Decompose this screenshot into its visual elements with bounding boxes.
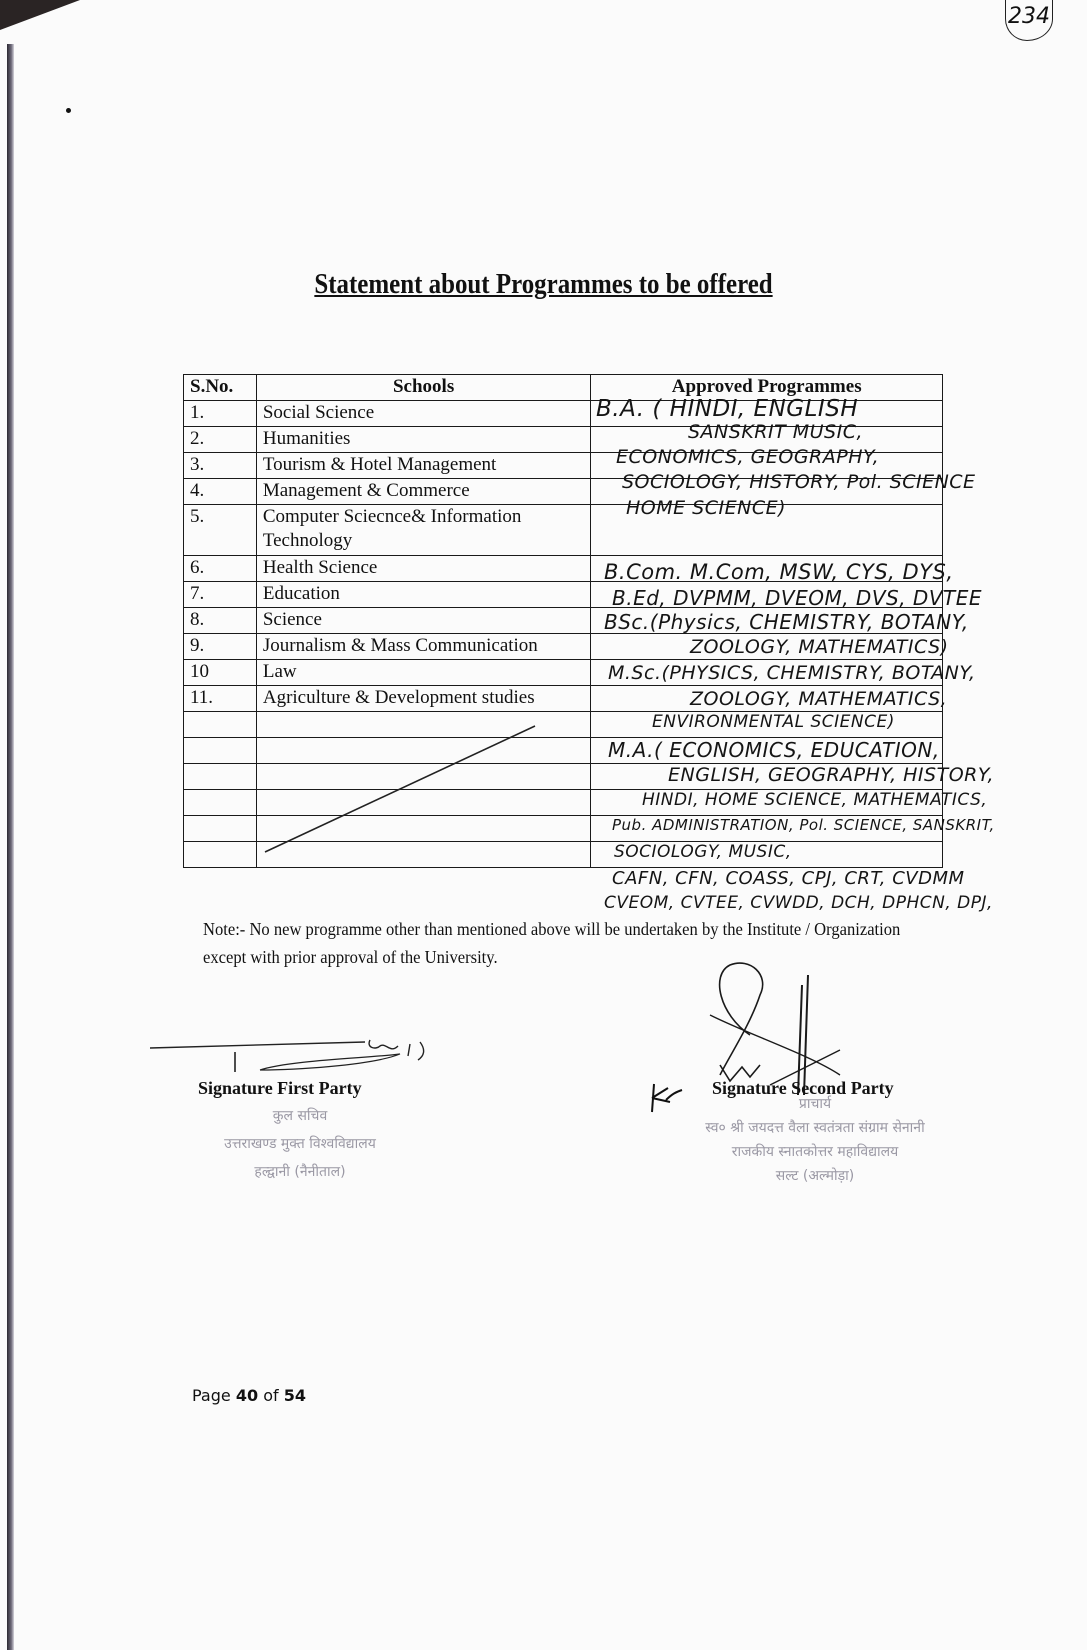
page-total: 54 [283, 1386, 306, 1405]
stamp-line: राजकीय स्नातकोत्तर महाविद्यालय [731, 1144, 899, 1160]
stamp-line: प्राचार्य [798, 1096, 832, 1112]
hw-line: BSc.(Physics, CHEMISTRY, BOTANY, [604, 610, 969, 634]
row-sno: 2. [184, 427, 257, 453]
hw-line: Pub. ADMINISTRATION, Pol. SCIENCE, SANSKRIT, [612, 816, 995, 834]
handwritten-page-mark: 234 [1005, 0, 1053, 41]
hw-line: CAFN, CFN, COASS, CPJ, CRT, CVDMM [612, 868, 965, 889]
header-schools: Schools [256, 375, 591, 401]
page-prefix: Page [192, 1386, 231, 1405]
note-text: Note:- No new programme other than mentioned above will be undertaken by the Institute / Organization except with prior approval of the University. [203, 919, 901, 967]
stamp-line: सल्ट (अल्मोड़ा) [775, 1168, 855, 1184]
row-school: Computer Sciecnce& Information Technology [256, 505, 591, 556]
scan-binding-edge [7, 44, 14, 1650]
row-school: Education [256, 582, 591, 608]
header-programmes: Approved Programmes [591, 375, 943, 401]
row-sno: 11. [184, 686, 257, 712]
row-school: Humanities [256, 427, 591, 453]
header-sno: S.No. [184, 375, 257, 401]
page-number [192, 1386, 306, 1405]
row-school: Journalism & Mass Communication [256, 634, 591, 660]
stamp-line: हल्द्वानी (नैनीताल) [254, 1164, 346, 1180]
scan-corner-shadow [0, 0, 80, 30]
first-party-label: Signature First Party [198, 1078, 362, 1098]
stamp-line: उत्तराखण्ड मुक्त विश्वविद्यालय [224, 1136, 376, 1152]
first-party-stamp [160, 1102, 440, 1186]
row-school: Social Science [256, 401, 591, 427]
row-sno: 8. [184, 608, 257, 634]
hw-line: HOME SCIENCE) [626, 497, 787, 519]
hw-line: M.Sc.(PHYSICS, CHEMISTRY, BOTANY, [608, 662, 976, 684]
page-current: 40 [235, 1386, 259, 1405]
page-of: of [263, 1386, 279, 1405]
hw-line: ZOOLOGY, MATHEMATICS) [690, 636, 949, 658]
hw-line: CVEOM, CVTEE, CVWDD, DCH, DPHCN, DPJ, [604, 893, 993, 913]
hw-line: HINDI, HOME SCIENCE, MATHEMATICS, [642, 790, 988, 810]
hw-line: B.Ed, DVPMM, DVEOM, DVS, DVTEE [612, 586, 982, 610]
row-sno: 10 [184, 660, 257, 686]
stamp-line: कुल सचिव [272, 1108, 328, 1124]
hw-line: SOCIOLOGY, HISTORY, Pol. SCIENCE [622, 471, 976, 493]
hw-line: B.Com. M.Com, MSW, CYS, DYS, [604, 560, 954, 584]
table-row [184, 505, 943, 556]
scan-speck [66, 108, 71, 113]
row-sno: 9. [184, 634, 257, 660]
row-school: Law [256, 660, 591, 686]
row-sno: 3. [184, 453, 257, 479]
second-party-signature [690, 955, 890, 1095]
row-school: Health Science [256, 556, 591, 582]
strike-through-line [245, 720, 545, 860]
hw-line: ECONOMICS, GEOGRAPHY, [616, 446, 880, 468]
row-school: Tourism & Hotel Management [256, 453, 591, 479]
second-party-label: Signature Second Party [712, 1078, 894, 1098]
row-sno: 4. [184, 479, 257, 505]
page-title: Statement about Programmes to be offered [314, 268, 773, 300]
hw-line: SOCIOLOGY, MUSIC, [614, 842, 792, 862]
hw-line: M.A.( ECONOMICS, EDUCATION, [608, 738, 940, 762]
row-sno: 6. [184, 556, 257, 582]
row-sno: 7. [184, 582, 257, 608]
hw-line: ZOOLOGY, MATHEMATICS, [690, 688, 948, 710]
row-sno: 1. [184, 401, 257, 427]
stamp-line: स्व० श्री जयदत्त वैला स्वतंत्रता संग्राम सेनानी [705, 1120, 925, 1136]
row-school: Agriculture & Development studies [256, 686, 591, 712]
hw-line: B.A. ( HINDI, ENGLISH [596, 396, 859, 422]
second-party-stamp [650, 1092, 980, 1188]
row-sno: 5. [184, 505, 257, 556]
hw-line: ENGLISH, GEOGRAPHY, HISTORY, [668, 764, 995, 786]
row-school: Science [256, 608, 591, 634]
hw-line: SANSKRIT MUSIC, [688, 421, 864, 443]
row-school: Management & Commerce [256, 479, 591, 505]
hw-line: ENVIRONMENTAL SCIENCE) [652, 712, 895, 732]
first-party-signature [140, 1030, 460, 1080]
